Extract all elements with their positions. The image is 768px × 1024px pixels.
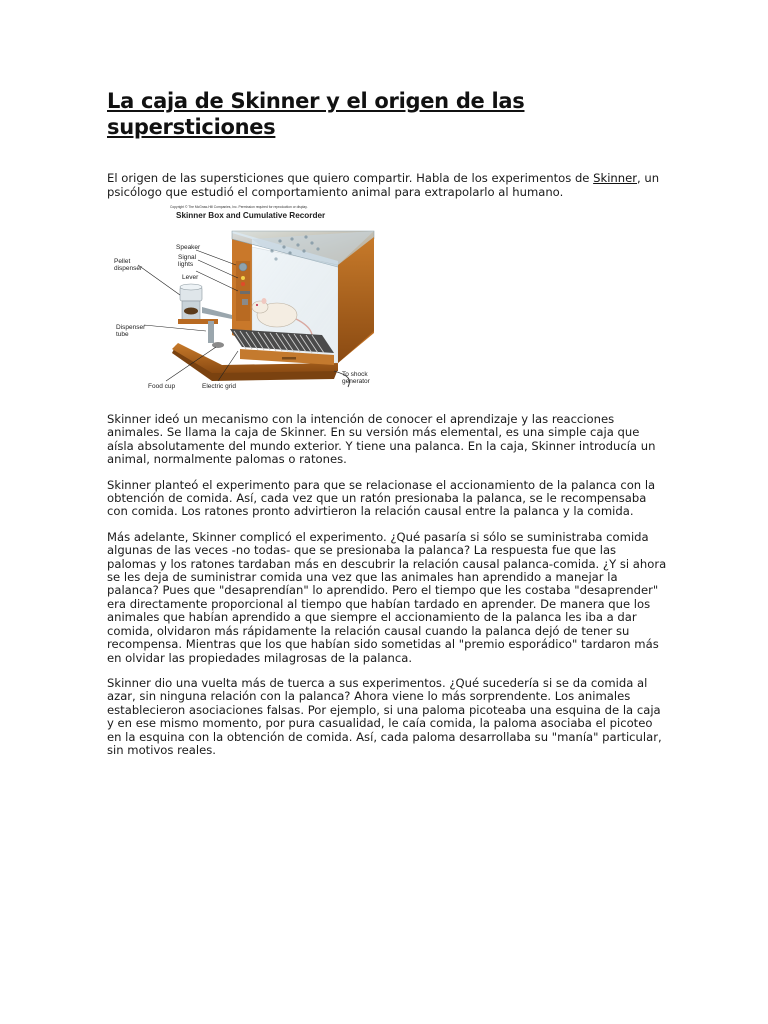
label-signal-lights: Signal lights <box>178 254 197 268</box>
pellet-dispenser-illustration <box>178 284 232 343</box>
figure-title: Skinner Box and Cumulative Recorder <box>176 211 326 220</box>
label-pellet-dispenser: Pellet dispenser <box>114 258 143 272</box>
intro-text-before: El origen de las supersticiones que quiero compartir. Habla de los experimentos de <box>107 171 594 185</box>
intro-text-after: , un psicólogo que estudió el comportamiento animal para extrapolarlo al humano. <box>107 171 660 199</box>
label-food-cup: Food cup <box>148 383 176 390</box>
label-electric-grid: Electric grid <box>202 383 236 390</box>
signal-light-icon <box>241 276 245 280</box>
skinner-link[interactable]: Skinner <box>593 171 638 185</box>
label-dispenser-tube: Dispenser tube <box>116 324 146 338</box>
skinner-box-diagram <box>112 203 382 399</box>
article <box>107 88 667 757</box>
label-speaker: Speaker <box>176 244 201 251</box>
label-lever: Lever <box>182 274 199 281</box>
paragraph-3: Más adelante, Skinner complicó el experimento. ¿Qué pasaría si sólo se suministraba comida algunas de las veces -no todas- que se presionaba la palanca? La respuesta fue que las palomas y los ratones tardaban más en descubrir la relación causal palanca-comida. ¿Y si ahora se les deja de suministrar comida una vez que las animales han aprendido a manejar la palanca? Pues que "desaprendían" lo aprendido. Pero el tiempo que les costaba "desaprender" era directamente proporcional al tiempo que habían tardado en aprender. De manera que los animales que habían aprendido a que siempre el accionamiento de la palanca les iba a dar comida, olvidaron más rápidamente la relación causal cuando la palanca dejó de tener su recompensa. Mientras que los que habían sido sometidas al "premio esporádico" tardaron más en olvidar las propiedades milagrosas de la palanca. <box>107 529 667 665</box>
skinner-box-illustration <box>112 203 382 399</box>
label-shock-generator: To shock generator <box>342 371 370 385</box>
lever-icon <box>240 291 250 294</box>
paragraph-2: Skinner planteó el experimento para que se relacionase el accionamiento de la palanca con la obtención de comida. Así, cada vez que un ratón presionaba la palanca, se le recompensaba con comida. Los ratones pronto advirtieron la relación causal entre la palanca y la comida. <box>107 477 656 519</box>
intro-paragraph <box>107 171 667 199</box>
article-title: La caja de Skinner y el origen de las supersticiones <box>107 89 525 139</box>
food-cup-icon <box>212 342 224 348</box>
paragraph-1: Skinner ideó un mecanismo con la intención de conocer el aprendizaje y las reacciones animales. Se llama la caja de Skinner. En su versión más elemental, es una simple caja que aísla absolutamente del mundo exterior. Y tiene una palanca. En la caja, Skinner introducía un animal, normalmente palomas o ratones. <box>107 412 656 467</box>
speaker-icon <box>239 263 247 271</box>
figure-copyright: Copyright © The McGraw-Hill Companies, Inc. Permission required for reproduction or display. <box>170 205 308 209</box>
paragraph-4: Skinner dio una vuelta más de tuerca a sus experimentos. ¿Qué sucedería si se da comida al azar, sin ninguna relación con la palanca? Ahora viene lo más sorprendente. Los animales establecieron asociaciones falsas. Por ejemplo, si una paloma picoteaba una esquina de la caja y en ese mismo momento, por pura casualidad, le caía comida, la paloma asociaba el picoteo en la esquina con la obtención de comida. Así, cada paloma desarrollaba su "manía" particular, sin motivos reales. <box>107 675 662 757</box>
